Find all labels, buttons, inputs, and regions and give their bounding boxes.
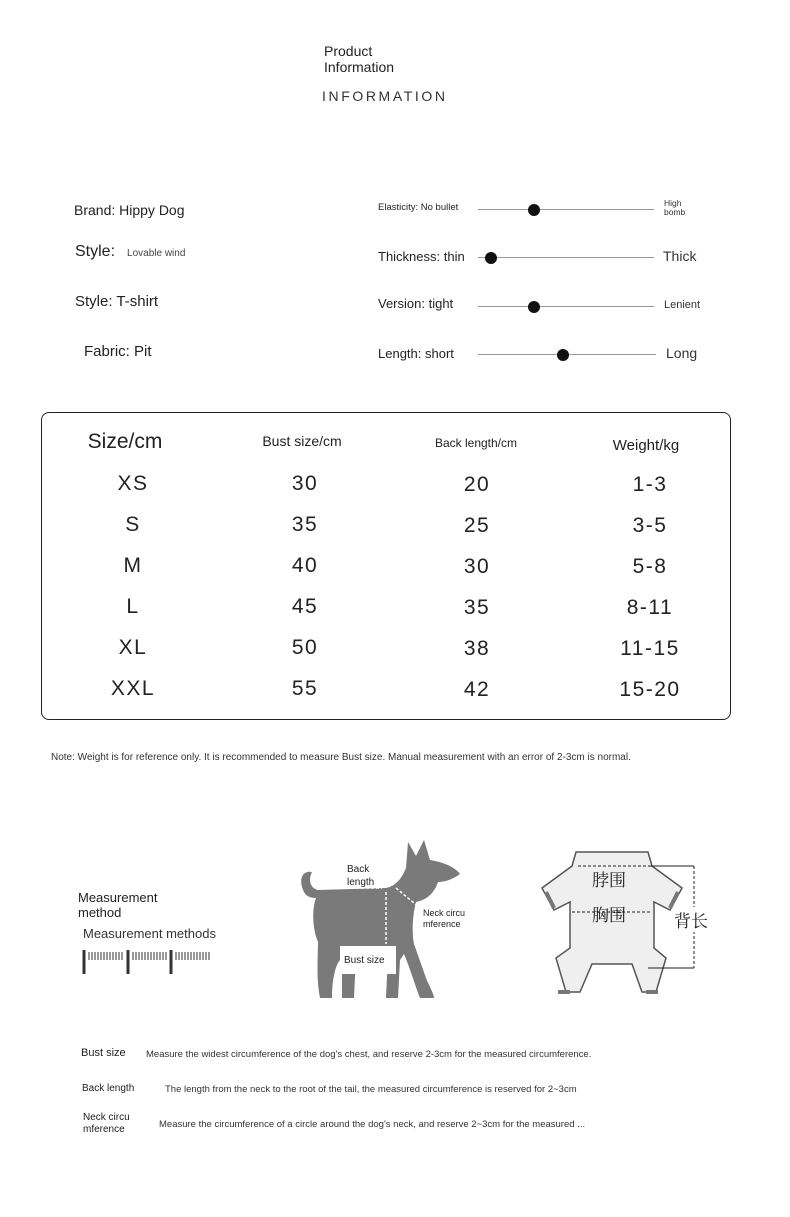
dog-neck-line2: mference: [423, 919, 461, 929]
length-label: Length: short: [378, 346, 454, 361]
shirt-bust-label: 胸围: [592, 906, 626, 925]
cell-bust-l: 45: [291, 595, 319, 618]
cell-weight-xxl: 15-20: [619, 678, 681, 701]
cell-size-m: M: [123, 554, 143, 577]
desc-back-key: Back length: [82, 1083, 135, 1094]
measurement-title-line1: Measurement: [78, 890, 158, 905]
cell-back-l: 35: [463, 596, 491, 619]
style-value: Lovable wind: [127, 248, 186, 259]
size-note: Note: Weight is for reference only. It is recommended to measure Bust size. Manual measurement with an error of 2-3cm is normal.: [51, 752, 631, 763]
size-table: [41, 412, 731, 720]
measurement-title-line2: method: [78, 905, 122, 920]
cell-bust-s: 35: [291, 513, 319, 536]
cell-back-xl: 38: [463, 637, 491, 660]
desc-bust-key: Bust size: [81, 1047, 126, 1059]
dog-neck-label: [423, 908, 465, 930]
cell-bust-xxl: 55: [291, 677, 319, 700]
cell-size-xl: XL: [118, 636, 148, 659]
dog-back-line1: Back: [347, 864, 370, 875]
cell-weight-xl: 11-15: [620, 637, 680, 660]
desc-neck-key-line1: Neck circu: [83, 1112, 130, 1123]
cell-size-xs: XS: [117, 472, 149, 495]
style-attribute: [75, 243, 185, 261]
thickness-indicator: [485, 252, 497, 264]
cell-back-s: 25: [463, 514, 491, 537]
style-label: Style:: [75, 243, 116, 260]
version-label: Version: tight: [378, 296, 454, 311]
information-heading: INFORMATION: [322, 88, 448, 104]
ruler-icon: [80, 946, 220, 976]
desc-back-text: The length from the neck to the root of the tail, the measured circumference is reserved for 2~3cm: [165, 1084, 577, 1095]
desc-neck-key: [83, 1112, 130, 1136]
length-indicator: [557, 349, 569, 361]
style-type-attribute: Style: T-shirt: [75, 293, 159, 310]
dog-back-length-label: [347, 863, 374, 889]
cell-weight-xs: 1-3: [632, 473, 668, 496]
dog-neck-line1: Neck circu: [423, 908, 466, 918]
thickness-track: [478, 257, 654, 258]
header-weight: Weight/kg: [612, 437, 680, 454]
cell-weight-m: 5-8: [632, 555, 668, 578]
thickness-end-label: Thick: [663, 248, 697, 264]
version-indicator: [528, 301, 540, 313]
desc-neck-text: Measure the circumference of a circle around the dog's neck, and reserve 2~3cm for the measured ...: [159, 1119, 586, 1130]
elasticity-track: [478, 209, 654, 210]
product-information-heading: [324, 43, 394, 75]
elasticity-end-line1: High: [664, 198, 682, 208]
cell-bust-xs: 30: [291, 472, 319, 495]
cell-back-m: 30: [463, 555, 491, 578]
product-heading-line2: Information: [324, 59, 395, 75]
header-bust: Bust size/cm: [262, 433, 342, 449]
elasticity-end-label: [664, 199, 685, 217]
measurement-methods-subtitle: Measurement methods: [83, 926, 216, 941]
product-heading-line1: Product: [324, 43, 373, 59]
measurement-method-title: [78, 890, 157, 920]
dog-bust-label: Bust size: [344, 955, 385, 966]
cell-size-s: S: [125, 513, 141, 536]
dog-back-line2: length: [347, 877, 375, 888]
shirt-neck-label: 脖围: [592, 871, 626, 890]
elasticity-end-line2: bomb: [664, 207, 686, 217]
length-end-label: Long: [666, 345, 698, 361]
cell-weight-l: 8-11: [626, 596, 674, 619]
elasticity-label: Elasticity: No bullet: [378, 202, 459, 213]
cell-back-xxl: 42: [463, 678, 491, 701]
fabric-attribute: Fabric: Pit: [84, 343, 152, 360]
cell-size-xxl: XXL: [110, 677, 156, 700]
header-back-length: Back length/cm: [434, 436, 518, 450]
version-end-label: Lenient: [664, 299, 701, 311]
elasticity-indicator: [528, 204, 540, 216]
shirt-back-label: 背长: [674, 907, 708, 932]
thickness-label: Thickness: thin: [378, 249, 465, 264]
brand-attribute: Brand: Hippy Dog: [74, 202, 185, 218]
cell-weight-s: 3-5: [632, 514, 668, 537]
desc-neck-key-line2: mference: [83, 1124, 125, 1135]
header-size: Size/cm: [87, 430, 163, 453]
cell-size-l: L: [126, 595, 140, 618]
desc-bust-text: Measure the widest circumference of the dog's chest, and reserve 2-3cm for the measured circumference.: [146, 1049, 592, 1060]
cell-bust-xl: 50: [291, 636, 319, 659]
cell-bust-m: 40: [291, 554, 319, 577]
cell-back-xs: 20: [463, 473, 491, 496]
version-track: [478, 306, 654, 307]
